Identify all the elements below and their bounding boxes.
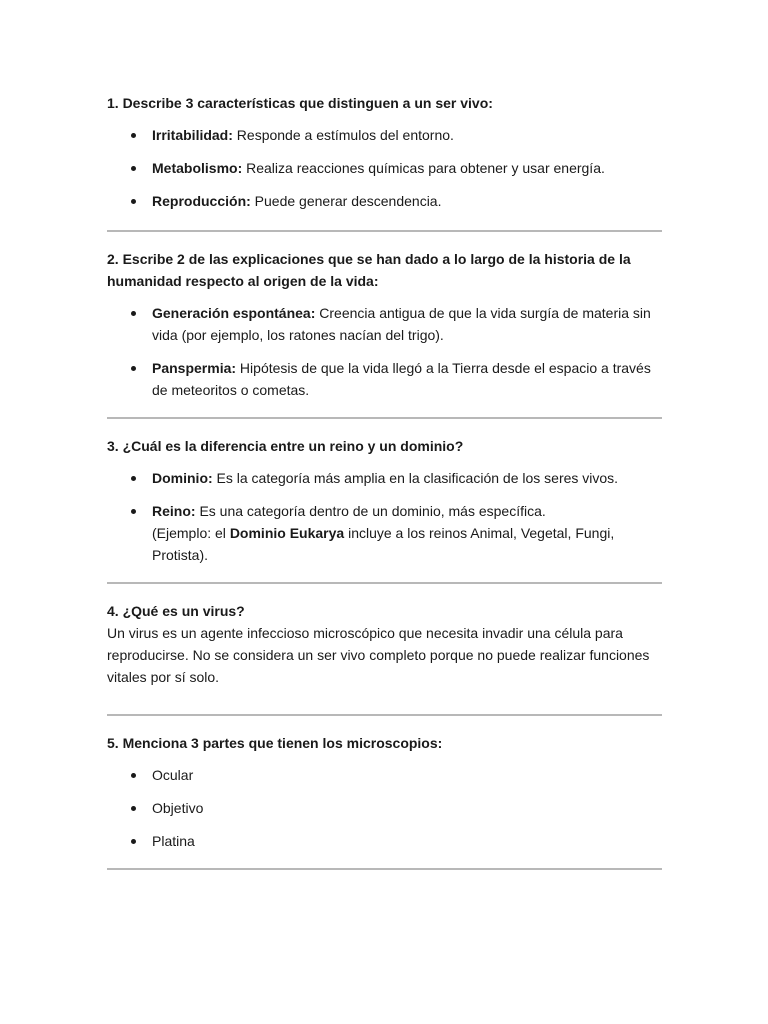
question-1-list xyxy=(107,124,661,212)
item-term: Irritabilidad: xyxy=(152,127,233,143)
item-term: Reino: xyxy=(152,503,196,519)
item-text: Platina xyxy=(152,833,195,849)
item-text: Creencia antigua de que la vida surgía de materia sin vida (por ejemplo, los ratones nacían del trigo). xyxy=(152,305,651,343)
item-term: Metabolismo: xyxy=(152,160,243,176)
section-divider xyxy=(107,868,662,870)
question-1-title: 1. Describe 3 características que distinguen a un ser vivo: xyxy=(107,95,493,111)
question-1-section xyxy=(107,92,661,212)
list-item xyxy=(107,190,661,212)
example-suffix: incluye a los reinos Animal, Vegetal, Fungi, Protista). xyxy=(152,525,615,563)
item-text: Objetivo xyxy=(152,800,204,816)
item-text: Es una categoría dentro de un dominio, más específica. xyxy=(195,503,546,519)
question-2-list xyxy=(107,302,661,401)
section-divider xyxy=(107,714,662,716)
item-term: Dominio: xyxy=(152,470,213,486)
question-4-title: 4. ¿Qué es un virus? xyxy=(107,603,245,619)
question-4-section xyxy=(107,600,661,688)
list-item xyxy=(107,124,661,146)
question-2-title: 2. Escribe 2 de las explicaciones que se han dado a lo largo de la historia de la humanidad respecto al origen de la vida: xyxy=(107,251,631,289)
item-text: Responde a estímulos del entorno. xyxy=(232,127,454,143)
question-5-list xyxy=(107,764,661,852)
question-4-answer: Un virus es un agente infeccioso microscópico que necesita invadir una célula para reproducirse. No se considera un ser vivo completo porque no puede realizar funciones vitales por sí solo. xyxy=(107,625,650,685)
item-text: Es la categoría más amplia en la clasificación de los seres vivos. xyxy=(212,470,619,486)
item-text: Realiza reacciones químicas para obtener y usar energía. xyxy=(242,160,605,176)
list-item xyxy=(107,302,661,346)
section-divider xyxy=(107,417,662,419)
item-term: Generación espontánea: xyxy=(152,305,316,321)
list-item xyxy=(107,797,661,819)
list-item xyxy=(107,467,661,489)
question-5-title: 5. Menciona 3 partes que tienen los microscopios: xyxy=(107,735,443,751)
item-term: Reproducción: xyxy=(152,193,251,209)
list-item xyxy=(107,157,661,179)
question-5-section xyxy=(107,732,661,852)
section-divider xyxy=(107,582,662,584)
item-term: Panspermia: xyxy=(152,360,237,376)
item-text: Ocular xyxy=(152,767,194,783)
question-2-section xyxy=(107,248,661,401)
section-divider xyxy=(107,230,662,232)
example-bold: Dominio Eukarya xyxy=(229,525,345,541)
list-item xyxy=(107,357,661,401)
list-item xyxy=(107,764,661,786)
item-text: Puede generar descendencia. xyxy=(250,193,442,209)
question-3-title: 3. ¿Cuál es la diferencia entre un reino y un dominio? xyxy=(107,438,464,454)
list-item xyxy=(107,830,661,852)
question-3-list xyxy=(107,467,661,566)
question-3-section xyxy=(107,435,661,566)
example-prefix: (Ejemplo: el xyxy=(152,525,230,541)
list-item xyxy=(107,500,661,566)
item-text: Hipótesis de que la vida llegó a la Tierra desde el espacio a través de meteoritos o cometas. xyxy=(152,360,651,398)
